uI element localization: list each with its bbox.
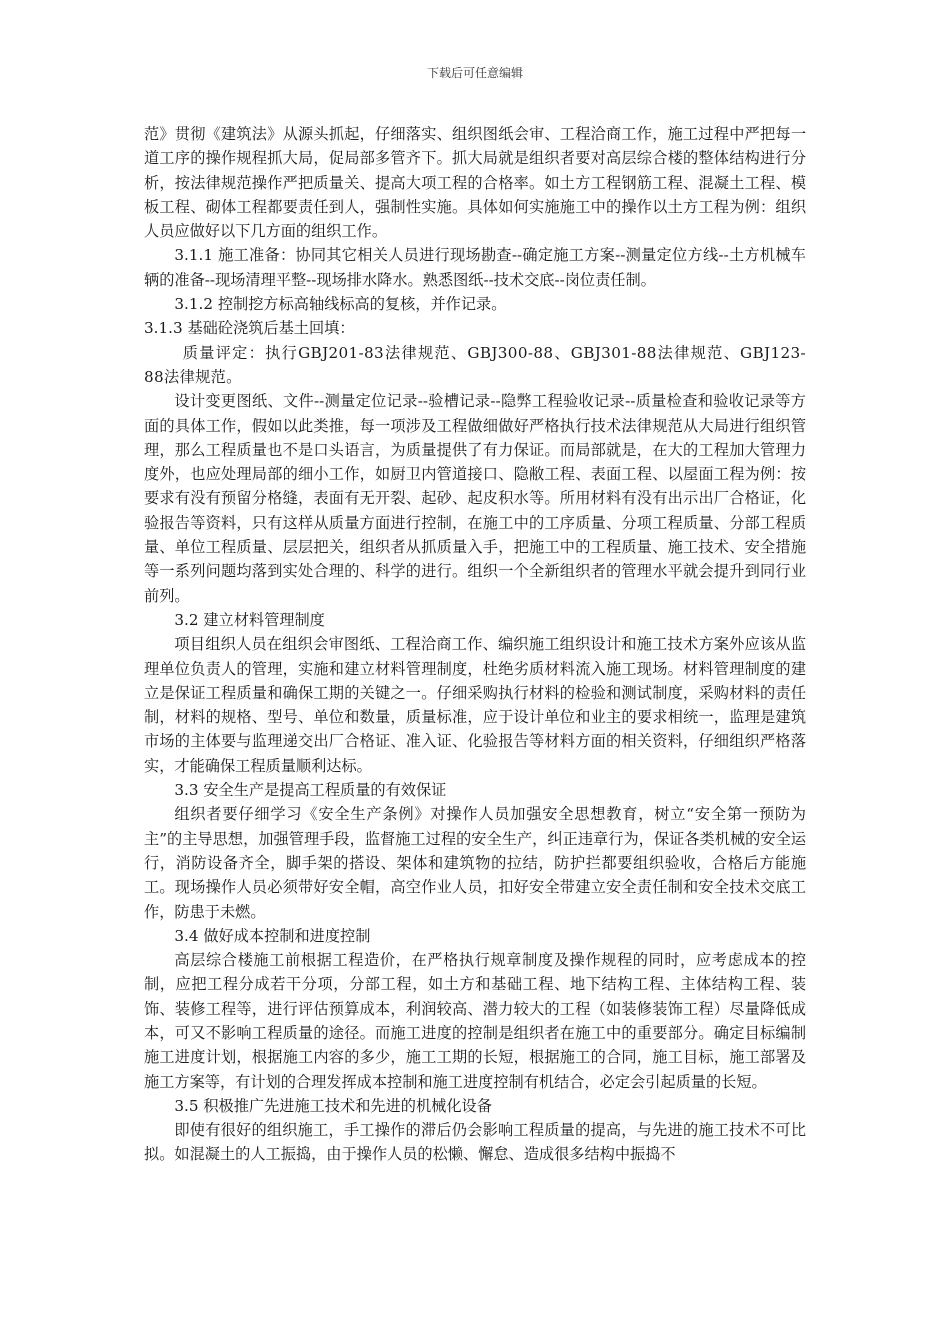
paragraph-continued: 范》贯彻《建筑法》从源头抓起，仔细落实、组织图纸会审、工程洽商工作，施工过程中严把每一道工序的操作规程抓大局，促局部多管齐下。抓大局就是组织者要对高层综合楼的整体结构进行分析，按法律规范操作严把质量关、提高大项工程的合格率。如土方工程钢筋工程、混凝土工程、模板工程、砌体工程都要责任到人，强制性实施。具体如何实施施工中的操作以土方工程为例：组织人员应做好以下几方面的组织工作。 bbox=[144, 125, 806, 241]
section-heading-3-2: 3.2 建立材料管理制度 bbox=[174, 610, 325, 629]
section-3-1-3: 3.1.3 基础砼浇筑后基土回填： bbox=[144, 319, 355, 338]
section-3-1-2: 3.1.2 控制挖方标高轴线标高的复核，并作记录。 bbox=[174, 295, 507, 314]
paragraph-cost-schedule: 高层综合楼施工前根据工程造价，在严格执行规章制度及操作规程的同时，应考虑成本的控制，应把工程分成若干分项，分部工程，如土方和基础工程、地下结构工程、主体结构工程、装饰、装修工程等，进行评估预算成本，利润较高、潜力较大的工程（如装修装饰工程）尽量降低成本，可又不影响工程质量的途径。而施工进度的控制是组织者在施工中的重要部分。确定目标编制施工进度计划，根据施工内容的多少，施工工期的长短，根据施工的合同，施工目标，施工部署及施工方案等，有计划的合理发挥成本控制和施工进度控制有机结合，必定会引起质量的长短。 bbox=[144, 951, 806, 1091]
paragraph-design-changes: 设计变更图纸、文件--测量定位记录--验槽记录--隐弊工程验收记录--质量检查和验收记录等方面的具体工作，假如以此类推，每一项涉及工程做细做好严格执行技术法律规范从大局进行组织管理，那么工程质量也不是口头语言，为质量提供了有力保证。而局部就是，在大的工程加大管理力度外，也应处理局部的细小工作，如厨卫内管道接口、隐敝工程、表面工程、以屋面工程为例：按要求有没有预留分格缝，表面有无开裂、起砂、起皮积水等。所用材料有没有出示出厂合格证，化验报告等资料，只有这样从质量方面进行控制，在施工中的工序质量、分项工程质量、分部工程质量、单位工程质量、层层把关，组织者从抓质量入手，把施工中的工程质量、施工技术、安全措施等一系列问题均落到实处合理的、科学的进行。组织一个全新组织者的管理水平就会提升到同行业前列。 bbox=[144, 392, 806, 605]
section-heading-3-3: 3.3 安全生产是提高工程质量的有效保证 bbox=[174, 781, 447, 800]
paragraph-safety: 组织者要仔细学习《安全生产条例》对操作人员加强安全思想教育，树立“安全第一预防为主”的主导思想，加强管理手段，监督施工过程的安全生产，纠正违章行为，保证各类机械的安全运行，消防设备齐全，脚手架的搭设、架体和建筑物的拉结，防护拦都要组织验收，合格后方能施工。现场操作人员必须带好安全帽，高空作业人员，扣好安全带建立安全责任制和安全技术交底工作，防患于未燃。 bbox=[144, 805, 806, 921]
paragraph-material-management: 项目组织人员在组织会审图纸、工程洽商工作、编织施工组织设计和施工技术方案外应该从监理单位负责人的管理，实施和建立材料管理制度，杜绝劣质材料流入施工现场。材料管理制度的建立是保证工程质量和确保工期的关键之一。仔细采购执行材料的检验和测试制度，采购材料的责任制，材料的规格、型号、单位和数量，质量标准，应于设计单位和业主的要求相统一，监理是建筑市场的主体要与监理递交出厂合格证、准入证、化验报告等材料方面的相关资料，仔细组织严格落实，才能确保工程质量顺利达标。 bbox=[144, 635, 806, 775]
quality-assessment: 质量评定：执行GBJ201-83法律规范、GBJ300-88、GBJ301-88法律规范、GBJ123-88法律规范。 bbox=[144, 343, 806, 386]
section-heading-3-4: 3.4 做好成本控制和进度控制 bbox=[174, 926, 371, 945]
section-heading-3-5: 3.5 积极推广先进施工技术和先进的机械化设备 bbox=[174, 1096, 492, 1115]
section-3-1-1: 3.1.1 施工准备：协同其它相关人员进行现场勘查--确定施工方案--测量定位方线--土方机械车辆的准备--现场清理平整--现场排水降水。熟悉图纸--技术交底--岗位责任制。 bbox=[144, 246, 806, 289]
document-body bbox=[144, 122, 806, 1167]
page-header: 下载后可任意编辑 bbox=[426, 66, 523, 80]
paragraph-mechanization: 即使有很好的组织施工，手工操作的滞后仍会影响工程质量的提高，与先进的施工技术不可比拟。如混凝土的人工振捣，由于操作人员的松懒、懈怠、造成很多结构中振捣不 bbox=[144, 1121, 806, 1164]
